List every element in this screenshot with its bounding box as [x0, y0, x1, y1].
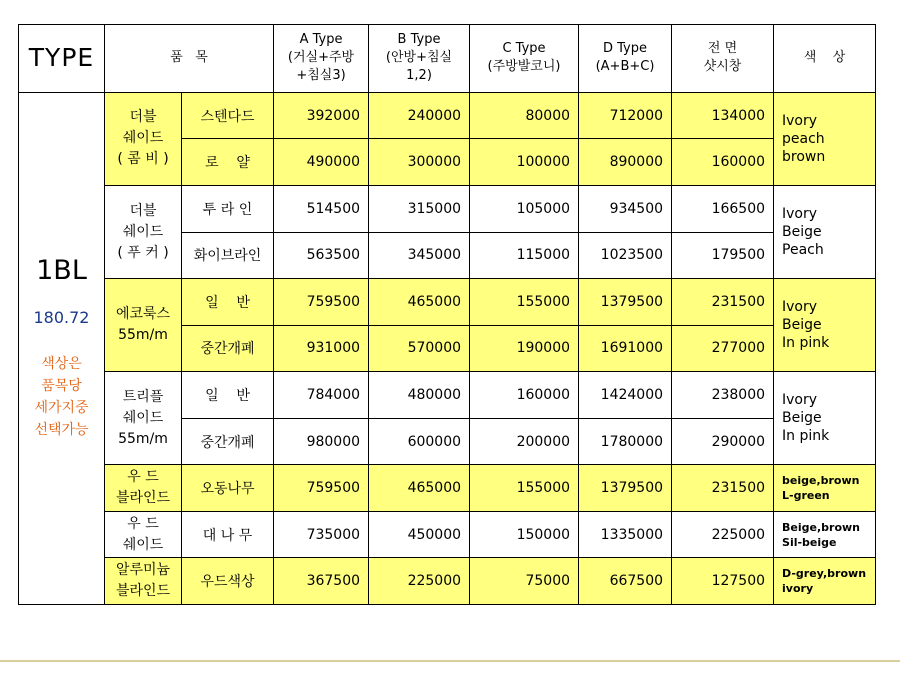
- product-item: 화이브라인: [182, 232, 274, 279]
- price-d: 1379500: [579, 465, 672, 512]
- price-front: 127500: [672, 558, 774, 605]
- price-front: 160000: [672, 139, 774, 186]
- available-colors: Ivory Beige Peach: [774, 185, 876, 278]
- price-b: 240000: [369, 92, 470, 139]
- price-a: 735000: [274, 511, 369, 558]
- price-front: 134000: [672, 92, 774, 139]
- price-c: 155000: [470, 465, 579, 512]
- type-block: [19, 92, 105, 604]
- product-category: 더블 쉐이드 ( 푸 커 ): [105, 185, 182, 278]
- table-row: [19, 92, 876, 139]
- price-b: 225000: [369, 558, 470, 605]
- price-b: 465000: [369, 279, 470, 326]
- price-c: 105000: [470, 185, 579, 232]
- table-body: [19, 92, 876, 604]
- header-color: 색 상: [774, 25, 876, 93]
- price-b: 345000: [369, 232, 470, 279]
- header-type: TYPE: [19, 25, 105, 93]
- product-category: 우 드 블라인드: [105, 465, 182, 512]
- price-b: 570000: [369, 325, 470, 372]
- price-c: 80000: [470, 92, 579, 139]
- price-d: 1691000: [579, 325, 672, 372]
- available-colors: Ivory Beige In pink: [774, 372, 876, 465]
- price-d: 890000: [579, 139, 672, 186]
- available-colors: Ivory Beige In pink: [774, 279, 876, 372]
- type-area: 180.72: [33, 308, 90, 328]
- type-code: 1BL: [36, 255, 87, 287]
- product-item: 중간개폐: [182, 418, 274, 465]
- footer-divider: [0, 660, 900, 662]
- table-row: [19, 185, 876, 232]
- product-item: 오동나무: [182, 465, 274, 512]
- price-front: 179500: [672, 232, 774, 279]
- price-b: 300000: [369, 139, 470, 186]
- price-a: 490000: [274, 139, 369, 186]
- table-row: [19, 372, 876, 419]
- price-a: 759500: [274, 465, 369, 512]
- product-item: 우드색상: [182, 558, 274, 605]
- product-category: 더블 쉐이드 ( 콤 비 ): [105, 92, 182, 185]
- product-item: 스텐다드: [182, 92, 274, 139]
- price-c: 75000: [470, 558, 579, 605]
- price-d: 667500: [579, 558, 672, 605]
- price-a: 563500: [274, 232, 369, 279]
- price-a: 931000: [274, 325, 369, 372]
- product-category: 알루미늄 블라인드: [105, 558, 182, 605]
- table-row: [19, 279, 876, 326]
- price-front: 238000: [672, 372, 774, 419]
- table-row: [19, 558, 876, 605]
- price-c: 190000: [470, 325, 579, 372]
- price-front: 166500: [672, 185, 774, 232]
- header-item: 품 목: [105, 25, 274, 93]
- product-item: 일 반: [182, 279, 274, 326]
- price-b: 465000: [369, 465, 470, 512]
- price-table: [18, 24, 876, 605]
- price-c: 160000: [470, 372, 579, 419]
- price-a: 367500: [274, 558, 369, 605]
- price-d: 1780000: [579, 418, 672, 465]
- product-item: 투 라 인: [182, 185, 274, 232]
- header-row: [19, 25, 876, 93]
- price-b: 450000: [369, 511, 470, 558]
- price-d: 712000: [579, 92, 672, 139]
- price-front: 225000: [672, 511, 774, 558]
- price-d: 1023500: [579, 232, 672, 279]
- header-a-type: A Type (거실+주방 +침실3): [274, 25, 369, 93]
- header-front-window: 전 면 샷시창: [672, 25, 774, 93]
- price-d: 1424000: [579, 372, 672, 419]
- price-c: 150000: [470, 511, 579, 558]
- product-item: 일 반: [182, 372, 274, 419]
- price-b: 315000: [369, 185, 470, 232]
- price-a: 784000: [274, 372, 369, 419]
- price-a: 980000: [274, 418, 369, 465]
- price-a: 514500: [274, 185, 369, 232]
- price-c: 155000: [470, 279, 579, 326]
- header-b-type: B Type (안방+침실 1,2): [369, 25, 470, 93]
- price-b: 600000: [369, 418, 470, 465]
- price-d: 1335000: [579, 511, 672, 558]
- price-a: 759500: [274, 279, 369, 326]
- header-d-type: D Type (A+B+C): [579, 25, 672, 93]
- price-c: 115000: [470, 232, 579, 279]
- product-item: 로 얄: [182, 139, 274, 186]
- available-colors: Beige,brown Sil-beige: [774, 511, 876, 558]
- price-front: 231500: [672, 465, 774, 512]
- price-d: 1379500: [579, 279, 672, 326]
- available-colors: beige,brown L-green: [774, 465, 876, 512]
- price-d: 934500: [579, 185, 672, 232]
- product-category: 에코룩스 55m/m: [105, 279, 182, 372]
- table-row: [19, 465, 876, 512]
- price-a: 392000: [274, 92, 369, 139]
- product-category: 트리플 쉐이드 55m/m: [105, 372, 182, 465]
- price-front: 231500: [672, 279, 774, 326]
- product-item: 대 나 무: [182, 511, 274, 558]
- price-c: 100000: [470, 139, 579, 186]
- available-colors: D-grey,brown ivory: [774, 558, 876, 605]
- price-c: 200000: [470, 418, 579, 465]
- product-item: 중간개폐: [182, 325, 274, 372]
- header-c-type: C Type (주방발코니): [470, 25, 579, 93]
- available-colors: Ivory peach brown: [774, 92, 876, 185]
- price-front: 277000: [672, 325, 774, 372]
- product-category: 우 드 쉐이드: [105, 511, 182, 558]
- price-front: 290000: [672, 418, 774, 465]
- color-selection-note: 색상은 품목당 세가지중 선택가능: [34, 356, 89, 439]
- table-row: [19, 511, 876, 558]
- price-b: 480000: [369, 372, 470, 419]
